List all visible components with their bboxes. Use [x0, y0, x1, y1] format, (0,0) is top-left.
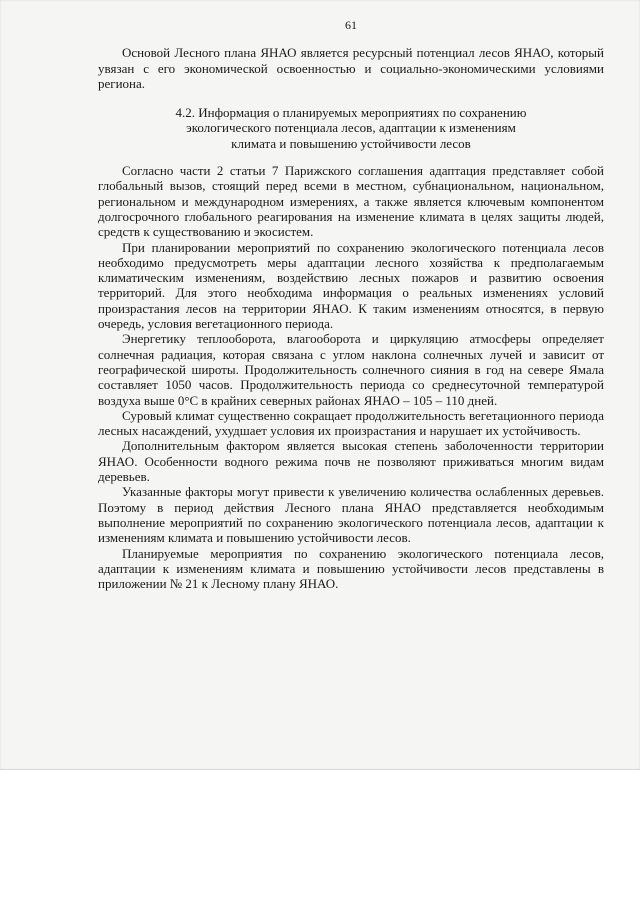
intro-paragraph: Основой Лесного плана ЯНАО является ресурсный потенциал лесов ЯНАО, который увязан с его экономической освоенностью и социально-экономическими условиями региона.: [98, 45, 604, 91]
body-paragraph: Суровый климат существенно сокращает продолжительность вегетационного периода лесных насаждений, ухудшает условия их произрастания и нарушает их устойчивость.: [98, 407, 604, 439]
section-heading-line: климата и повышению устойчивости лесов: [231, 135, 471, 151]
body-paragraph: Указанные факторы могут привести к увеличению количества ослабленных деревьев. Поэтому в период действия Лесного плана ЯНАО представляется необходимым выполнение мероприятий по сохранению экологического потенциала лесов, адаптации к изменениям климата и повышению устойчивости лесов.: [98, 484, 604, 546]
body-paragraph: Энергетику теплооборота, влагооборота и циркуляцию атмосферы определяет солнечная радиация, которая связана с углом наклона солнечных лучей и зависит от географической широты. Продолжительность солнечного сияния в год на севере Ямала составляет 1050 часов. Продолжительность периода со среднесуточной температурой воздуха выше 0°С в крайних северных районах ЯНАО – 105 – 110 дней.: [98, 331, 604, 408]
body-paragraph: Планируемые мероприятия по сохранению экологического потенциала лесов, адаптации к изменениям климата и повышению устойчивости лесов представлены в приложении № 21 к Лесному плану ЯНАО.: [98, 545, 604, 592]
section-heading-line: экологического потенциала лесов, адаптации к изменениям: [186, 120, 516, 136]
body-paragraph: Дополнительным фактором является высокая степень заболоченности территории ЯНАО. Особенности водного режима почв не позволяют приживаться многим видам деревьев.: [98, 438, 604, 485]
section-heading-line: 4.2. Информация о планируемых мероприятиях по сохранению: [175, 105, 527, 121]
page-number: 61: [345, 18, 357, 32]
body-paragraph: Согласно части 2 статьи 7 Парижского соглашения адаптация представляет собой глобальный вызов, стоящий перед всеми в местном, субнациональном, национальном, региональном и международном измерениях, а также является ключевым компонентом долгосрочного глобального реагирования на изменение климата в целях защиты людей, средств к существованию и экосистем.: [98, 163, 604, 240]
body-paragraph: При планировании мероприятий по сохранению экологического потенциала лесов необходимо предусмотреть меры адаптации лесного хозяйства к предполагаемым климатическим изменениям, воздействию лесных пожаров и развитию освоения территорий. Для этого необходима информация о реальных изменениях условий произрастания лесов на территории ЯНАО. К таким изменениям относятся, в первую очередь, условия вегетационного периода.: [98, 239, 604, 332]
section-heading: [98, 105, 604, 151]
document-page: [98, 18, 604, 591]
